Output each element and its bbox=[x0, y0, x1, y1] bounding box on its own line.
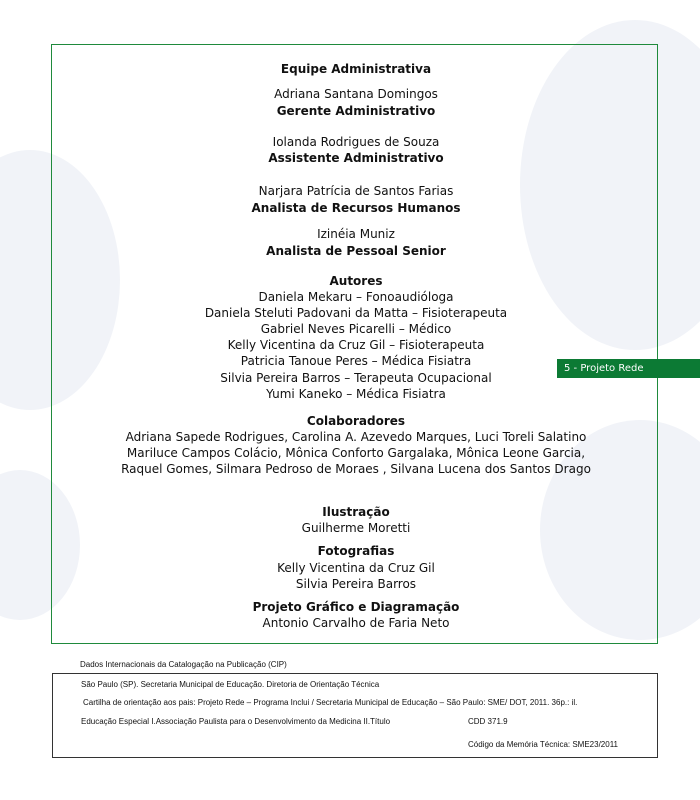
section-tab: 5 - Projeto Rede bbox=[557, 359, 700, 378]
cip-line-2: Cartilha de orientação aos pais: Projeto Rede – Programa Inclui / Secretaria Municipal de Educação – São Paulo: SME/ DOT, 2011. 36p.: il. bbox=[83, 698, 578, 707]
member-name: Narjara Patrícia de Santos Farias bbox=[258, 184, 454, 198]
fotografias-title: Fotografias bbox=[317, 544, 395, 558]
colaboradores-line: Adriana Sapede Rodrigues, Carolina A. Azevedo Marques, Luci Toreli Salatino bbox=[125, 430, 587, 444]
autor-item: Gabriel Neves Picarelli – Médico bbox=[260, 322, 452, 336]
member-name: Iolanda Rodrigues de Souza bbox=[272, 135, 440, 149]
ilustracao-title: Ilustração bbox=[322, 505, 390, 519]
member-role: Assistente Administrativo bbox=[268, 151, 444, 165]
autor-item: Daniela Steluti Padovani da Matta – Fisioterapeuta bbox=[204, 306, 508, 320]
cip-line-3: Educação Especial I.Associação Paulista para o Desenvolvimento da Medicina II.Título bbox=[81, 717, 391, 726]
projeto-grafico-item: Antonio Carvalho de Faria Neto bbox=[262, 616, 450, 630]
cip-codigo: Código da Memória Técnica: SME23/2011 bbox=[468, 740, 619, 749]
autor-item: Yumi Kaneko – Médica Fisiatra bbox=[266, 387, 446, 401]
autor-item: Daniela Mekaru – Fonoaudióloga bbox=[258, 290, 454, 304]
member-role: Analista de Recursos Humanos bbox=[251, 201, 461, 215]
fotografias-item: Kelly Vicentina da Cruz Gil bbox=[277, 561, 435, 575]
autor-item: Patricia Tanoue Peres – Médica Fisiatra bbox=[240, 354, 472, 368]
member-role: Gerente Administrativo bbox=[276, 104, 436, 118]
projeto-grafico-title: Projeto Gráfico e Diagramação bbox=[252, 600, 460, 614]
cip-header: Dados Internacionais da Catalogação na Publicação (CIP) bbox=[80, 660, 287, 669]
fotografias-item: Silvia Pereira Barros bbox=[295, 577, 417, 591]
ilustracao-item: Guilherme Moretti bbox=[301, 521, 411, 535]
colaboradores-title: Colaboradores bbox=[306, 414, 406, 428]
cip-cdd: CDD 371.9 bbox=[468, 717, 508, 726]
member-name: Adriana Santana Domingos bbox=[274, 87, 438, 101]
colaboradores-line: Mariluce Campos Colácio, Mônica Conforto Gargalaka, Mônica Leone Garcia, bbox=[126, 446, 586, 460]
equipe-title: Equipe Administrativa bbox=[280, 62, 432, 76]
member-name: Izinéia Muniz bbox=[317, 227, 395, 241]
autores-title: Autores bbox=[329, 274, 383, 288]
autor-item: Kelly Vicentina da Cruz Gil – Fisioterapeuta bbox=[227, 338, 485, 352]
colaboradores-line: Raquel Gomes, Silmara Pedroso de Moraes , Silvana Lucena dos Santos Drago bbox=[121, 462, 591, 476]
member-role: Analista de Pessoal Senior bbox=[266, 244, 446, 258]
autor-item: Silvia Pereira Barros – Terapeuta Ocupacional bbox=[220, 371, 492, 385]
cip-line-1: São Paulo (SP). Secretaria Municipal de Educação. Diretoria de Orientação Técnica bbox=[81, 680, 380, 689]
